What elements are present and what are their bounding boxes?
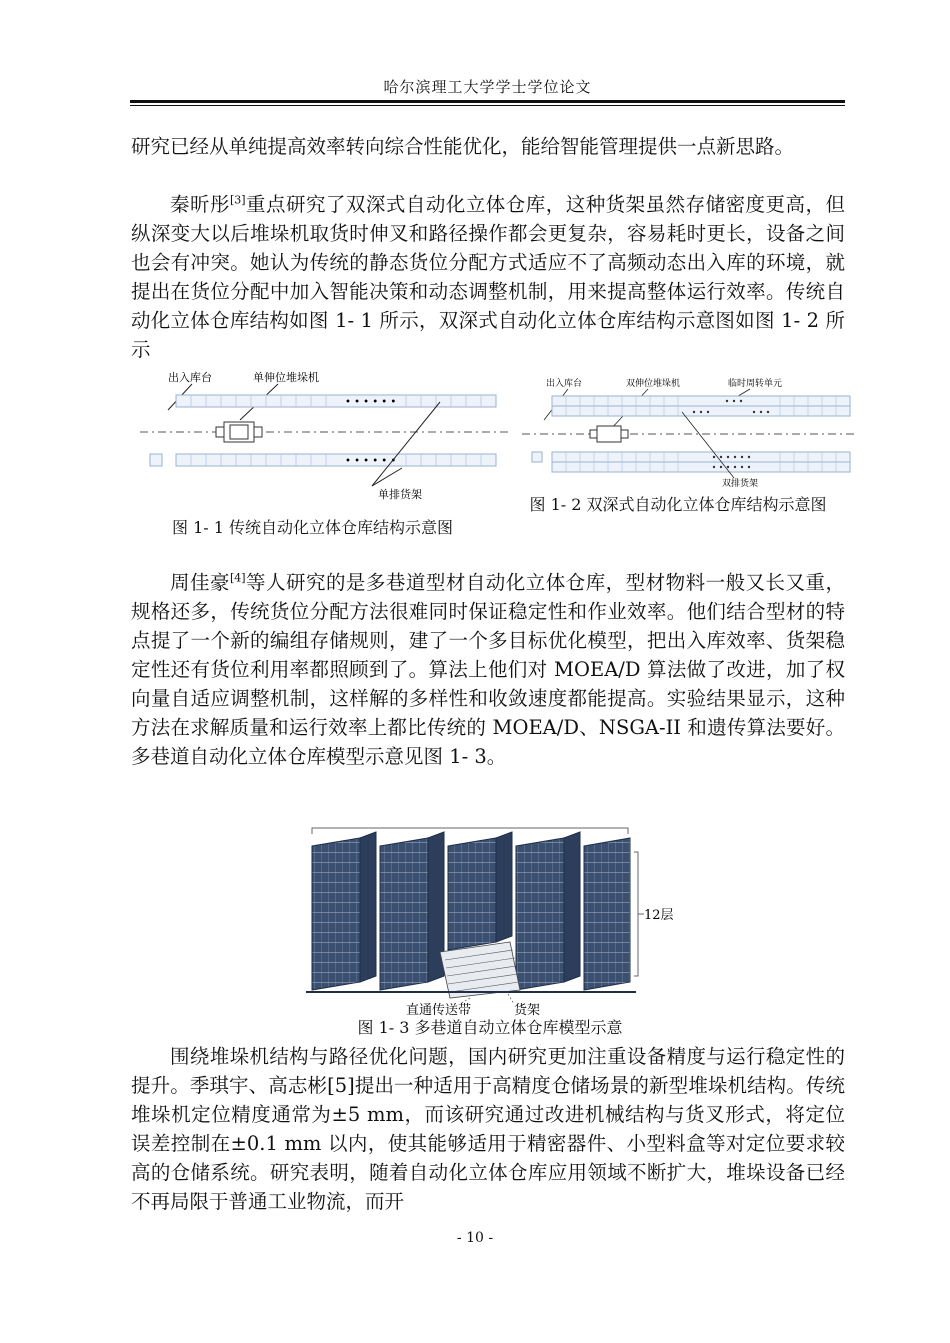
page-number: - 10 - — [456, 1230, 494, 1246]
fig1-rack-top — [176, 395, 496, 408]
figure-1-3 — [300, 822, 680, 1018]
paragraph-text: 等人研究的是多巷道型材自动化立体仓库，型材物料一般又长又重，规格还多，传统货位分配方法很难同时保证稳定性和作业效率。他们结合型材的特点提了一个新的编组存储规则，建了一个多目标优化模型，把出入库效率、货架稳定性还有货位利用率都照顾到了。算法上他们对 MOEA/D 算法做了改进，加了权向量自适应调整机制，这样解的多样性和收敛速度都能提高。实验结果显示，这种方法在求解质量和运行效率上都比传统的 MOEA/D、NSGA-II 和遗传算法要好。多巷道自动化立体仓库模型示意见图 1- 3。 — [131, 571, 845, 768]
fig3-top-bracket — [312, 828, 628, 834]
figure-1-1-caption: 图 1- 1 传统自动化立体仓库结构示意图 — [171, 518, 454, 537]
header-rule-thin — [130, 105, 845, 106]
paragraph-text: 重点研究了双深式自动化立体仓库，这种货架虽然存储密度更高，但纵深变大以后堆垛机取货时伸叉和路径操作都会更复杂，容易耗时更长，设备之间也会有冲突。她认为传统的静态货位分配方式适应不了高频动态出入库的环境，就提出在货位分配中加入智能决策和动态调整机制，用来提高整体运行效率。传统自动化立体仓库结构如图 1- 1 所示，双深式自动化立体仓库结构示意图如图 1- 2 所示 — [131, 193, 845, 361]
figure-1-2 — [522, 372, 857, 490]
fig3-height-bracket — [634, 852, 638, 976]
fig3-label-layers: 12层 — [644, 908, 674, 923]
fig1-label-rack: 单排货架 — [378, 488, 422, 501]
citation-ref[interactable]: [3] — [229, 193, 246, 207]
running-header: 哈尔滨理工大学学士学位论文 — [383, 78, 592, 96]
figure-1-1 — [140, 362, 510, 512]
fig2-label-rack: 双排货架 — [722, 479, 759, 489]
fig2-label-station: 出入库台 — [546, 379, 583, 389]
fig2-rack-bottom — [552, 452, 850, 472]
author-name: 周佳豪 — [170, 571, 230, 594]
fig1-stacker-crane — [216, 422, 262, 442]
paragraph-2 — [131, 190, 845, 364]
fig1-dots-top: • • • • • • — [345, 397, 397, 408]
figure-1-3-caption: 图 1- 3 多巷道自动立体仓库模型示意 — [357, 1018, 623, 1037]
fig3-label-rack: 货架 — [514, 1003, 541, 1018]
fig3-label-conveyor: 直通传送带 — [406, 1003, 472, 1018]
author-name: 秦昕彤 — [170, 193, 230, 216]
figure-1-2-caption: 图 1- 2 双深式自动化立体仓库结构示意图 — [529, 495, 827, 514]
fig1-label-station: 出入库台 — [168, 371, 212, 384]
paragraph-4: 围绕堆垛机结构与路径优化问题，国内研究更加注重设备精度与运行稳定性的提升。季琪宇、高志彬[5]提出一种适用于高精度仓储场景的新型堆垛机结构。传统堆垛机定位精度通常为±5 mm，而该研究通过改进机械结构与货叉形式，将定位误差控制在±0.1 mm 以内，使其能够适用于精密器件、小型料盒等对定位要求较高的仓储系统。研究表明，随着自动化立体仓库应用领域不断扩大，堆垛设备已经不再局限于普通工业物流，而开 — [131, 1045, 845, 1213]
fig1-dots-bottom: • • • • • • — [345, 456, 397, 467]
paragraph-3 — [131, 568, 845, 771]
fig2-label-temp: 临时周转单元 — [728, 379, 783, 389]
fig2-station-box — [532, 452, 542, 462]
fig2-stacker-crane — [590, 426, 628, 442]
fig2-rack-top — [552, 396, 850, 416]
header-rule-thick — [130, 100, 845, 103]
fig1-rack-bottom — [176, 454, 496, 467]
fig2-label-crane: 双伸位堆垛机 — [626, 379, 681, 389]
fig3-rack-model — [306, 832, 636, 998]
citation-ref[interactable]: [4] — [229, 571, 246, 585]
paragraph-1: 研究已经从单纯提高效率转向综合性能优化，能给智能管理提供一点新思路。 — [131, 135, 795, 158]
fig1-label-crane: 单伸位堆垛机 — [253, 371, 319, 384]
fig1-station-box — [150, 454, 162, 466]
